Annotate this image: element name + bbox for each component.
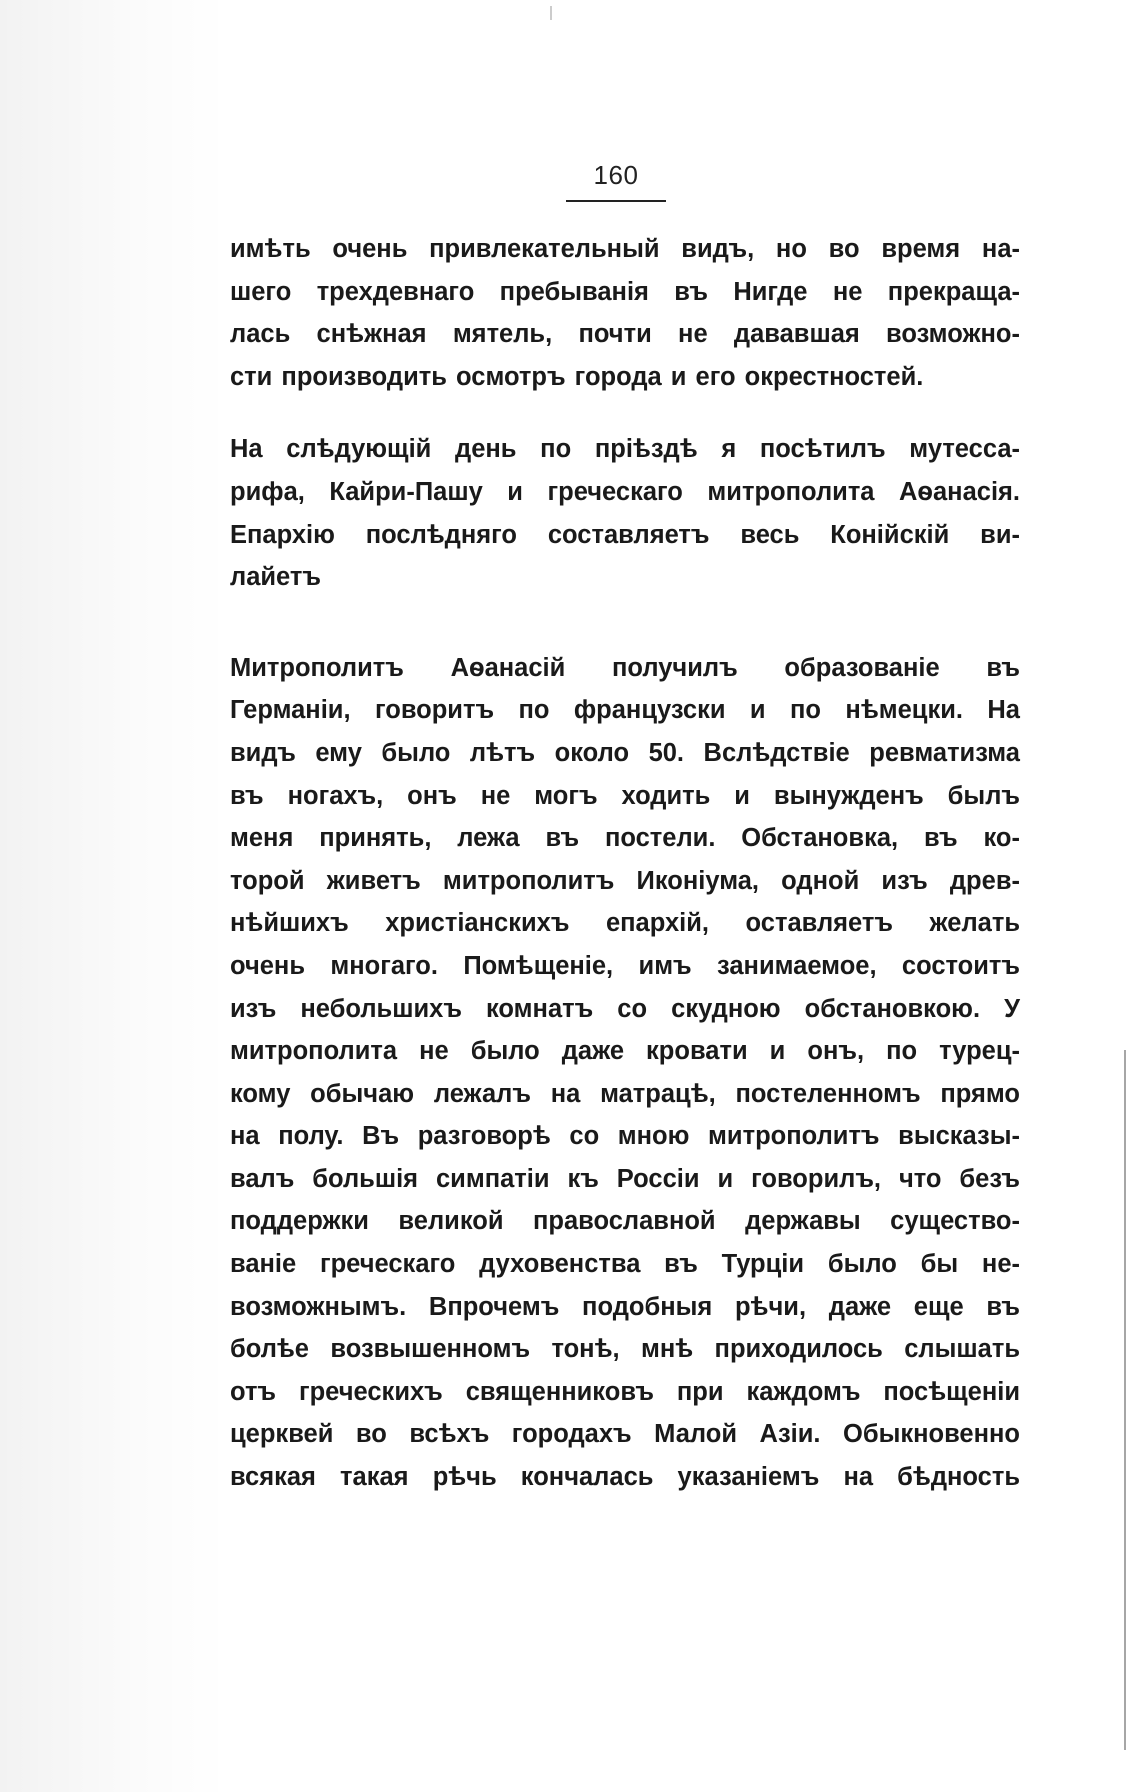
- text-line: ваніе греческаго духовенства въ Турціи было бы не-: [230, 1250, 1020, 1279]
- text-line: Митрополитъ Аѳанасій получилъ образованіе въ: [230, 653, 1020, 682]
- text-line: видъ ему было лѣтъ около 50. Вслѣдствіе ревматизма: [230, 738, 1020, 767]
- paragraph-gap: [230, 599, 1020, 647]
- scan-edge-line: [1124, 1050, 1126, 1750]
- page-number: 160: [593, 160, 639, 190]
- scan-edge-mark: [550, 6, 552, 20]
- text-line: болѣе возвышенномъ тонѣ, мнѣ приходилось слышать: [230, 1335, 1020, 1364]
- text-line: рифа, Кайри-Пашу и греческаго митрополита Аѳанасія.: [230, 477, 1020, 506]
- binding-shadow: [0, 0, 230, 1792]
- paragraph: [230, 428, 1020, 598]
- text-line: изъ небольшихъ комнатъ со скудною обстановкою. У: [230, 994, 1020, 1023]
- text-line: лась снѣжная мятель, почти не дававшая возможно-: [230, 320, 1020, 349]
- text-line: на полу. Въ разговорѣ со мною митрополитъ высказы-: [230, 1122, 1020, 1151]
- text-line: очень многаго. Помѣщеніе, имъ занимаемое, состоитъ: [230, 951, 1020, 980]
- text-line: митрополита не было даже кровати и онъ, по турец-: [230, 1037, 1020, 1066]
- body-text: [230, 228, 1020, 1499]
- text-line: валъ большія симпатіи къ Россіи и говорилъ, что безъ: [230, 1164, 1020, 1193]
- text-line: меня принять, лежа въ постели. Обстановка, въ ко-: [230, 824, 1020, 853]
- text-line: На слѣдующій день по пріѣздѣ я посѣтилъ мутесса-: [230, 435, 1020, 464]
- text-line: поддержки великой православной державы существо-: [230, 1207, 1020, 1236]
- paragraph-gap: [230, 398, 1020, 428]
- text-line: возможнымъ. Впрочемъ подобныя рѣчи, даже еще въ: [230, 1292, 1020, 1321]
- text-line: шего трехдевнаго пребыванія въ Нигде не прекраща-: [230, 277, 1020, 306]
- text-line: въ ногахъ, онъ не могъ ходить и вынужденъ былъ: [230, 781, 1020, 810]
- text-line: сти производить осмотръ города и его окрестностей.: [230, 362, 924, 391]
- text-line: кому обычаю лежалъ на матрацѣ, постеленномъ прямо: [230, 1079, 1020, 1108]
- text-line: Епархію послѣдняго составляетъ весь Конійскій ви-: [230, 520, 1020, 549]
- text-line: церквей во всѣхъ городахъ Малой Азіи. Обыкновенно: [230, 1420, 1020, 1449]
- text-line: имѣть очень привлекательный видъ, но во время на-: [230, 235, 1020, 263]
- text-line: лайетъ: [230, 563, 321, 592]
- text-line: всякая такая рѣчь кончалась указаніемъ на бѣдность: [230, 1463, 1020, 1492]
- text-line: нѣйшихъ христіанскихъ епархій, оставляетъ желать: [230, 909, 1020, 938]
- paragraph: [230, 228, 1020, 398]
- text-line: Германіи, говоритъ по французски и по нѣмецки. На: [230, 696, 1020, 725]
- text-line: торой живетъ митрополитъ Иконіума, одной изъ древ-: [230, 866, 1020, 895]
- text-line: отъ греческихъ священниковъ при каждомъ посѣщеніи: [230, 1377, 1020, 1406]
- page-number-rule: [566, 200, 666, 202]
- paragraph: [230, 647, 1020, 1499]
